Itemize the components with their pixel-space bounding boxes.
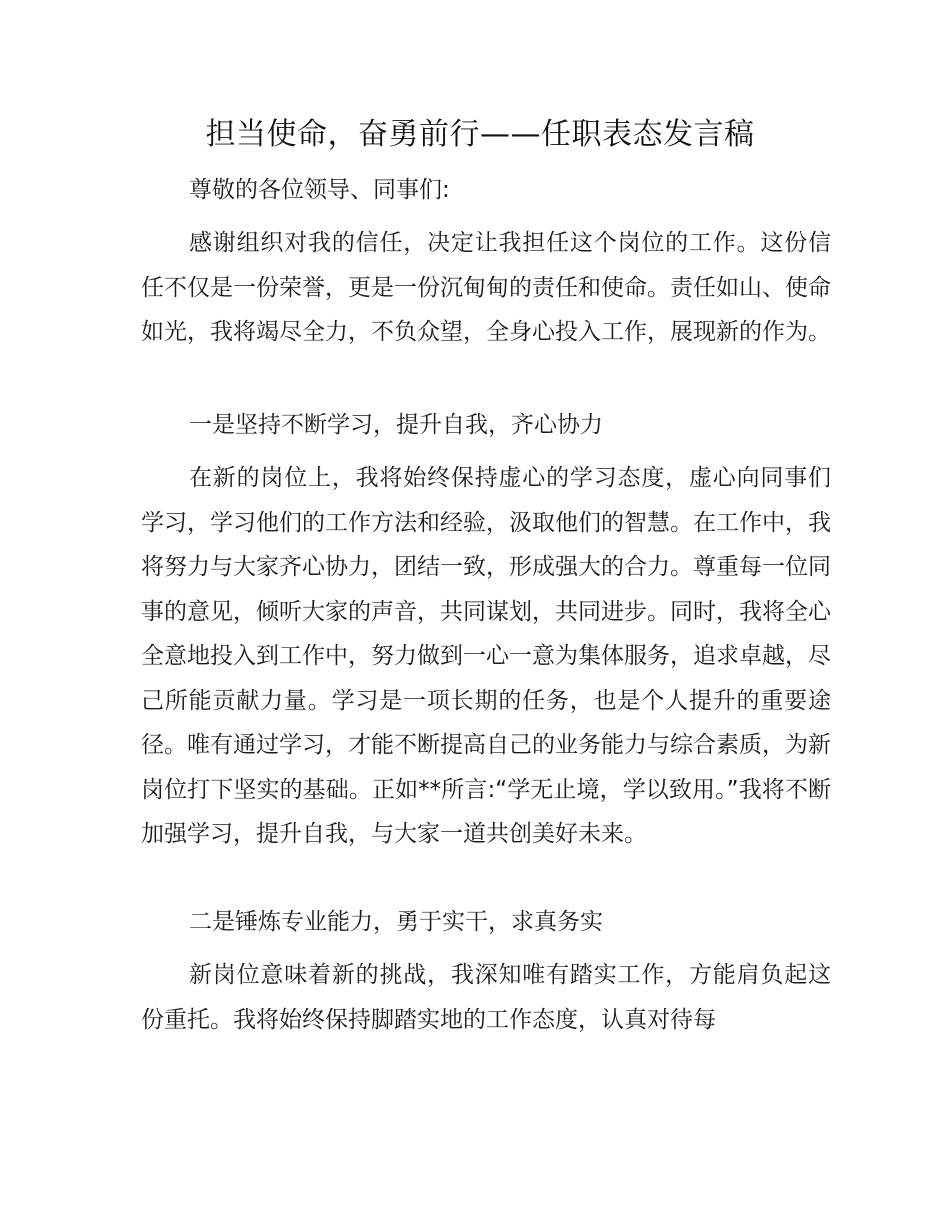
body-paragraph-1: 感谢组织对我的信任，决定让我担任这个岗位的工作。这份信任不仅是一份荣誉，更是一份沉甸甸的责任和使命。责任如山、使命如光，我将竭尽全力，不负众望，全身心投入工作，展现新的作为。 [141, 230, 831, 345]
body-paragraph-2: 在新的岗位上，我将始终保持虚心的学习态度，虚心向同事们学习，学习他们的工作方法和经验，汲取他们的智慧。在工作中，我将努力与大家齐心协力，团结一致，形成强大的合力。尊重每一位同事的意见，倾听大家的声音，共同谋划，共同进步。同时，我将全心全意地投入到工作中，努力做到一心一意为集体服务，追求卓越，尽己所能贡献力量。学习是一项长期的任务，也是个人提升的重要途径。唯有通过学习，才能不断提高自己的业务能力与综合素质，为新岗位打下坚实的基础。正如**所言:“学无止境，学以致用。”我将不断加强学习，提升自我，与大家一道共创美好未来。 [141, 465, 831, 847]
section-heading-2: 二是锤炼专业能力，勇于实干，求真务实 [189, 909, 603, 935]
body-paragraph-3: 新岗位意味着新的挑战，我深知唯有踏实工作，方能肩负起这份重托。我将始终保持脚踏实地的工作态度，认真对待每 [141, 962, 831, 1033]
greeting-line: 尊敬的各位领导、同事们: [189, 177, 450, 203]
section-heading-1: 一是坚持不断学习，提升自我，齐心协力 [189, 412, 603, 438]
document-title: 担当使命，奋勇前行——任职表态发言稿 [205, 117, 755, 152]
